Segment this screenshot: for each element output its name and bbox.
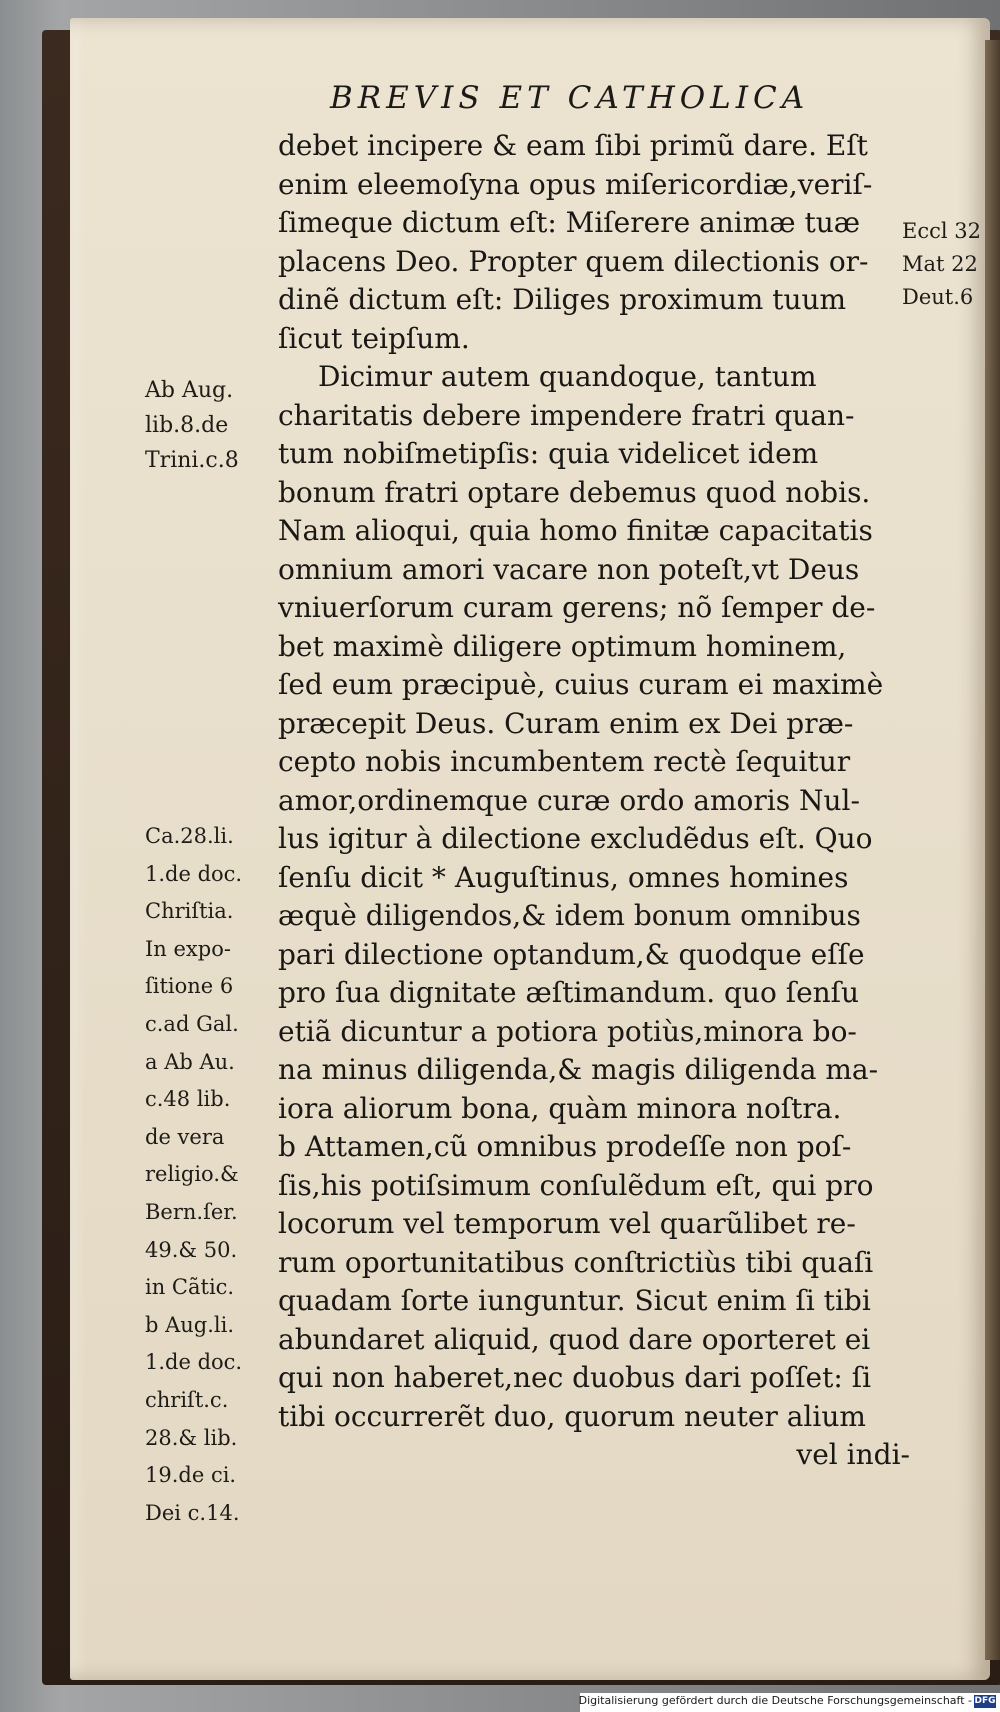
marginal-line: Ca.28.li. xyxy=(145,824,234,848)
text-line: præcepit Deus. Curam enim ex Dei præ- xyxy=(278,706,854,740)
text-line: æquè diligendos,& idem bonum omnibus xyxy=(278,899,861,932)
text-line: omnium amori vacare non poteſt,vt Deus xyxy=(278,552,860,586)
marginal-line: Bern.ſer. xyxy=(145,1199,238,1224)
text-line: na minus diligenda,& magis diligenda ma- xyxy=(278,1053,879,1086)
marginal-line: a Ab Au. xyxy=(145,1049,235,1074)
marginal-line: 28.& lib. xyxy=(145,1425,238,1450)
text-line: placens Deo. Propter quem dilectionis or- xyxy=(278,244,869,278)
text-line: ſed eum præcipuè, cuius curam ei maximè xyxy=(278,668,884,701)
marginal-line: Eccl 32 xyxy=(902,219,981,243)
marginal-line: in Cãtic. xyxy=(145,1275,235,1300)
marginal-line: 1.de doc. xyxy=(145,861,243,886)
marginal-line: ſitione 6 xyxy=(145,974,234,999)
marginal-line: religio.& xyxy=(145,1162,239,1187)
marginal-line: Deut.6 xyxy=(902,285,974,309)
text-line: quadam ſorte iunguntur. Sicut enim ſi tibi xyxy=(278,1284,871,1317)
text-line: cepto nobis incumbentem rectè ſequitur xyxy=(278,745,851,778)
text-line: locorum vel temporum vel quarũlibet re- xyxy=(278,1207,856,1240)
text-line: Nam alioqui, quia homo finitæ capacitatis xyxy=(278,514,873,547)
main-text-block xyxy=(278,127,918,1475)
text-line: pari dilectione optandum,& quodque eſſe xyxy=(278,937,865,971)
running-head: BREVIS ET CATHOLICA xyxy=(330,80,810,116)
text-line: vniuerſorum curam gerens; nõ ſemper de- xyxy=(278,591,876,624)
text-line: lus igitur à dilectione excludẽdus eſt. Quo xyxy=(278,822,873,855)
marginal-line: 1.de doc. xyxy=(145,1350,243,1375)
left-marginal-note-bottom xyxy=(145,818,285,1532)
digitization-credit: Digitalisierung gefördert durch die Deutsche Forschungsgemeinschaft - xyxy=(578,1694,972,1707)
text-line: b Attamen,cũ omnibus prodeſſe non poſ- xyxy=(278,1130,852,1163)
text-line: tum nobiſmetipſis: quia videlicet idem xyxy=(278,437,819,470)
text-line: iora aliorum bona, quàm minora noſtra. xyxy=(278,1091,842,1125)
text-line: rum oportunitatibus conſtrictiùs tibi quaſi xyxy=(278,1245,874,1279)
left-marginal-note-top xyxy=(145,373,285,478)
text-line: dinẽ dictum eſt: Diliges proximum tuum xyxy=(278,283,847,316)
marginal-line: c.48 lib. xyxy=(145,1087,231,1112)
marginal-line: b Aug.li. xyxy=(145,1312,235,1337)
marginal-line: Trini.c.8 xyxy=(145,448,239,473)
text-line: charitatis debere impendere fratri quan- xyxy=(278,398,855,432)
text-line: bonum fratri optare debemus quod nobis. xyxy=(278,475,871,509)
marginal-line: Ab Aug. xyxy=(145,378,234,403)
text-line: tibi occurrerẽt duo, quorum neuter alium xyxy=(278,1399,866,1433)
marginal-line: chriſt.c. xyxy=(145,1387,229,1412)
marginal-line: Chriſtia. xyxy=(145,899,234,924)
marginal-line: c.ad Gal. xyxy=(145,1011,239,1036)
dfg-logo[interactable]: DFG xyxy=(974,1696,996,1706)
marginal-line: lib.8.de xyxy=(145,413,229,438)
right-marginal-references xyxy=(902,215,997,314)
paragraph-start-line: Dicimur autem quandoque, tantum xyxy=(318,360,817,393)
text-line: enim eleemoſyna opus miſericordiæ,veriſ- xyxy=(278,167,873,201)
text-line: amor,ordinemque curæ ordo amoris Nul- xyxy=(278,783,860,817)
marginal-line: Mat 22 xyxy=(902,252,978,276)
text-line: abundaret aliquid, quod dare oporteret ei xyxy=(278,1322,871,1356)
marginal-line: 19.de ci. xyxy=(145,1463,237,1488)
text-line: ſis,his potiſsimum conſulẽdum eſt, qui pro xyxy=(278,1168,874,1202)
marginal-line: Dei c.14. xyxy=(145,1500,240,1525)
marginal-line: 49.& 50. xyxy=(145,1237,238,1262)
text-line: bet maximè diligere optimum hominem, xyxy=(278,629,847,663)
text-line: debet incipere & eam ſibi primũ dare. Eſt xyxy=(278,129,868,162)
text-line: qui non haberet,nec duobus dari poſſet: ſi xyxy=(278,1361,872,1394)
marginal-line: In expo- xyxy=(145,936,231,961)
text-line: ſenſu dicit * Auguſtinus, omnes homines xyxy=(278,860,849,894)
marginal-line: de vera xyxy=(145,1124,225,1149)
text-line: ſicut teipſum. xyxy=(278,321,470,355)
text-line: etiã dicuntur a potiora potiùs,minora bo- xyxy=(278,1014,857,1048)
text-line: pro ſua dignitate æſtimandum. quo ſenſu xyxy=(278,976,860,1009)
catchword: vel indi- xyxy=(796,1438,910,1471)
text-line: ſimeque dictum eſt: Miſerere animæ tuæ xyxy=(278,206,861,239)
